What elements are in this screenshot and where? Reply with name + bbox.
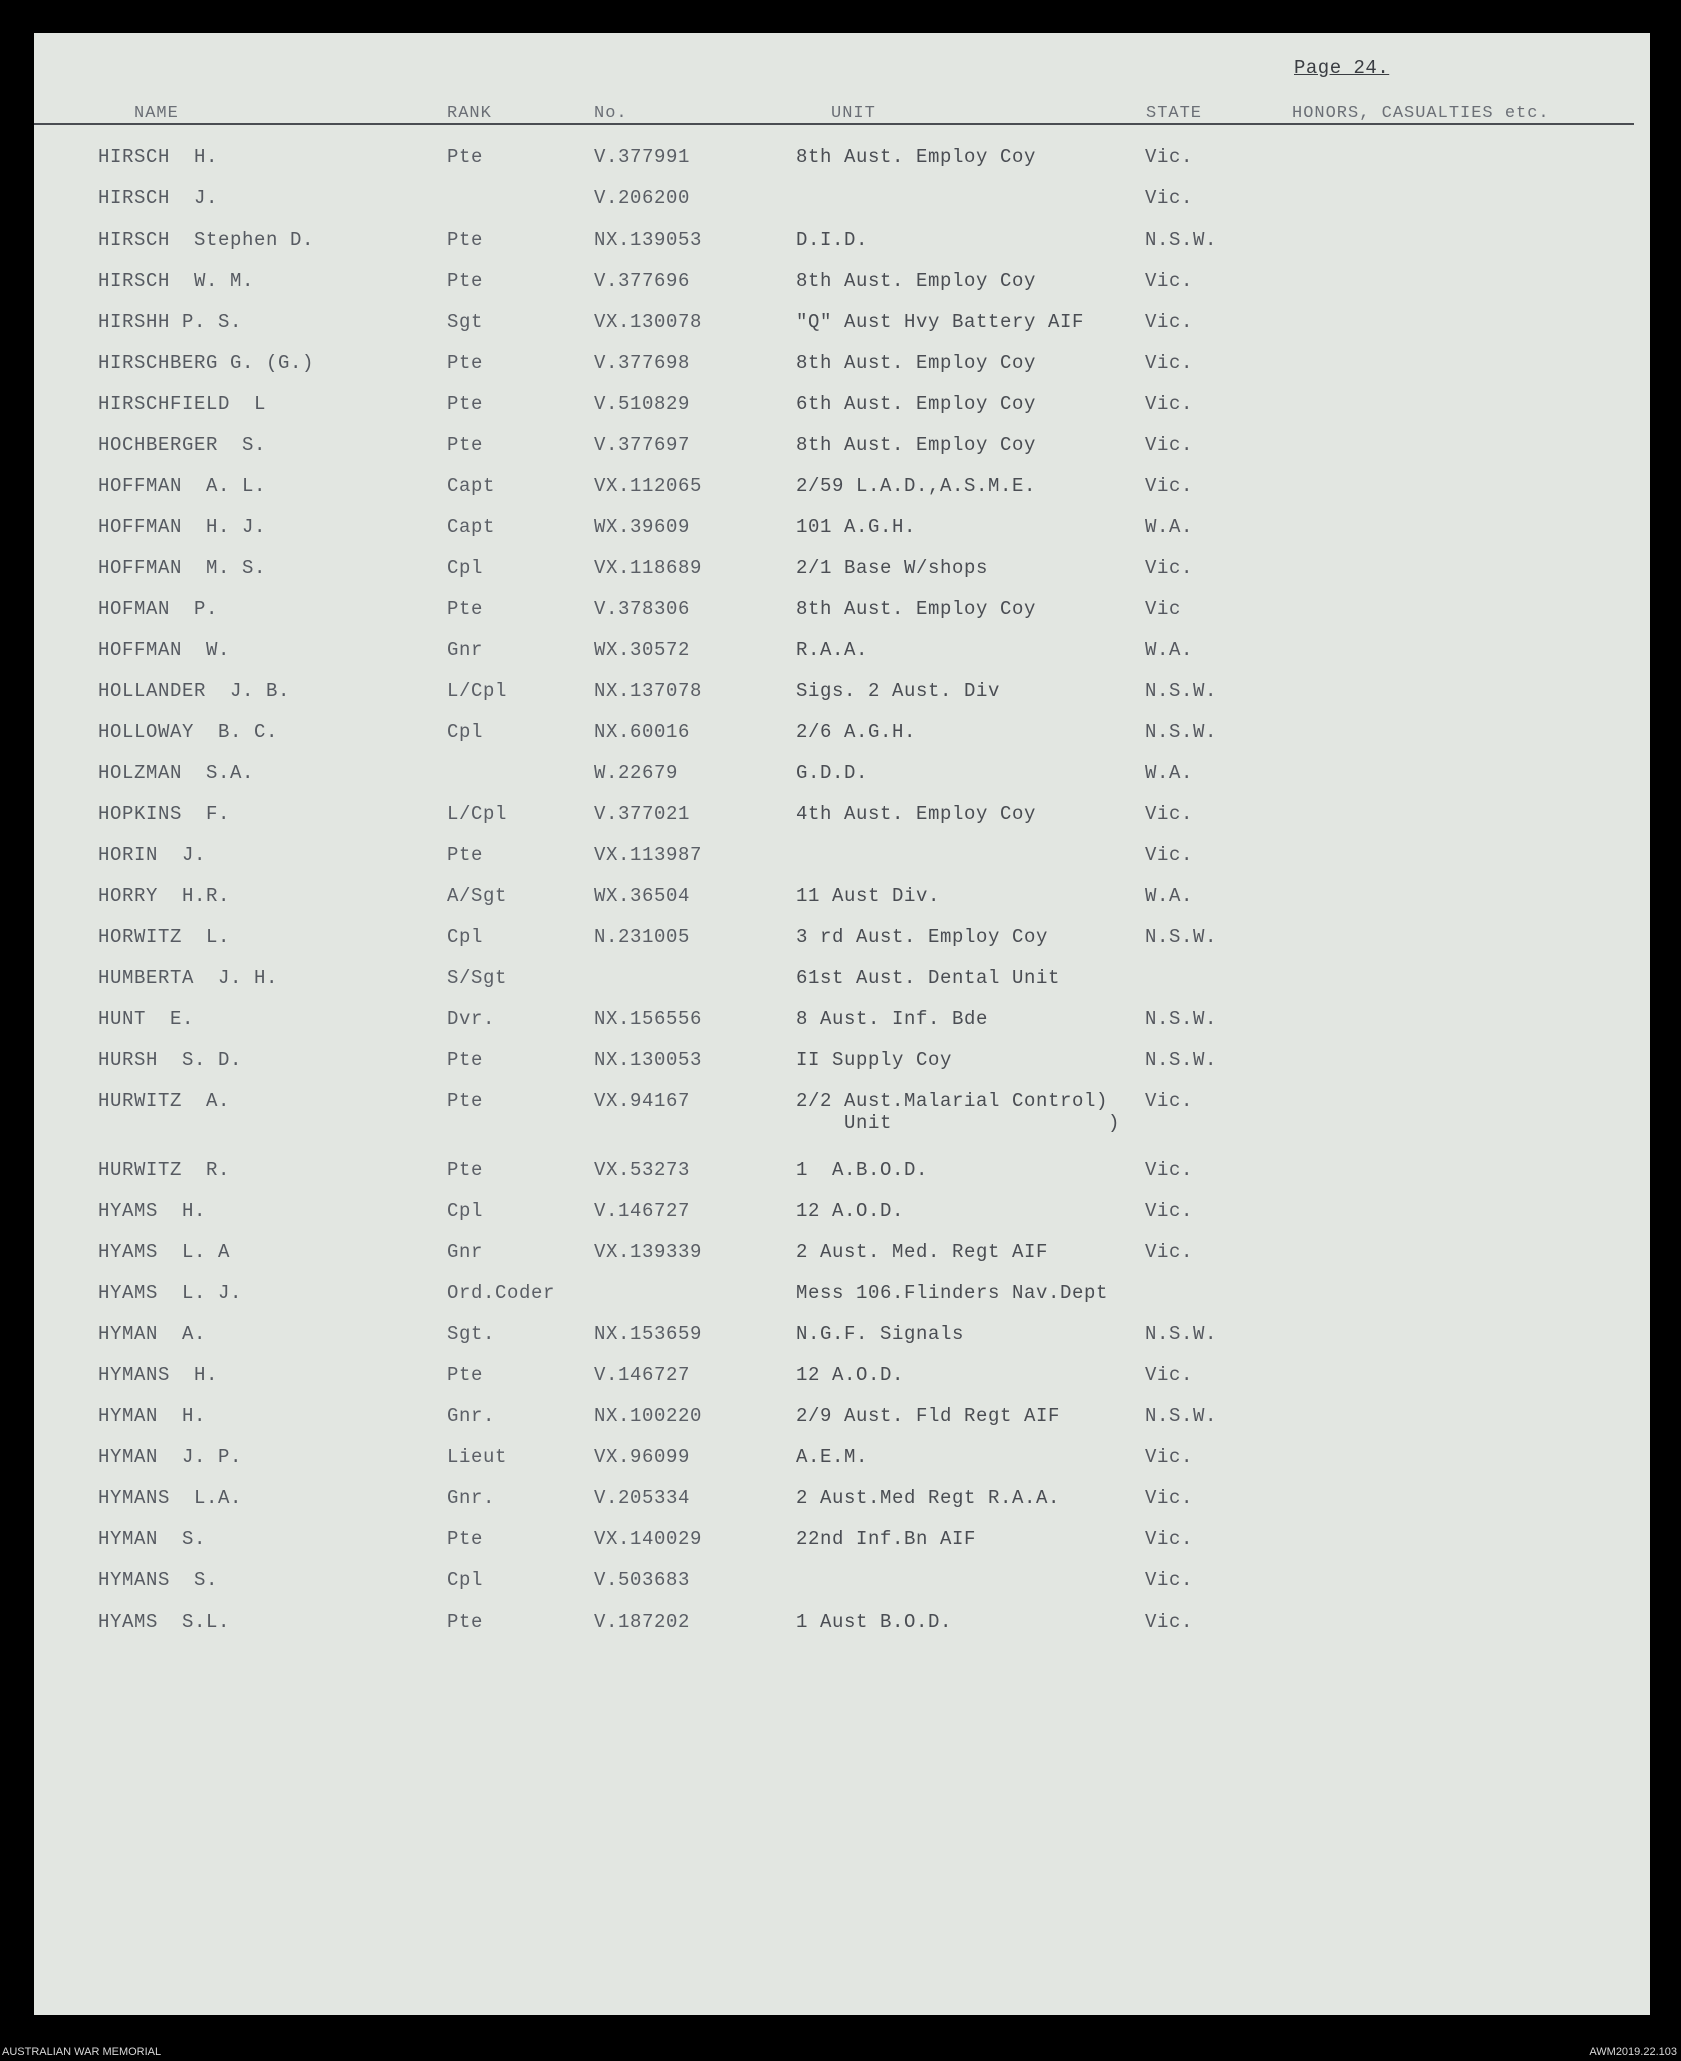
- row-state: Vic.: [1145, 844, 1194, 866]
- row-service-number: V.146727: [594, 1364, 691, 1386]
- row-state: Vic.: [1145, 434, 1194, 456]
- row-unit: 8th Aust. Employ Coy: [796, 352, 1037, 374]
- row-state: Vic.: [1145, 1569, 1194, 1591]
- row-unit: G.D.D.: [796, 762, 869, 784]
- row-rank: L/Cpl: [447, 680, 508, 702]
- row-state: N.S.W.: [1145, 1323, 1218, 1345]
- column-header-unit: UNIT: [831, 104, 876, 123]
- row-service-number: V.378306: [594, 598, 691, 620]
- row-unit: 12 A.O.D.: [796, 1364, 905, 1386]
- row-name: HORRY H.R.: [98, 885, 231, 907]
- row-service-number: NX.130053: [594, 1049, 703, 1071]
- row-state: Vic.: [1145, 270, 1194, 292]
- row-rank: Pte: [447, 844, 484, 866]
- row-name: HYMANS L.A.: [98, 1487, 243, 1509]
- table-row: [34, 721, 1650, 751]
- row-state: Vic.: [1145, 187, 1194, 209]
- row-rank: Cpl: [447, 1200, 484, 1222]
- table-row: [34, 1528, 1650, 1558]
- row-state: Vic.: [1145, 1241, 1194, 1263]
- row-service-number: V.206200: [594, 187, 691, 209]
- row-unit: 2/1 Base W/shops: [796, 557, 989, 579]
- row-rank: Sgt.: [447, 1323, 496, 1345]
- row-name: HOFMAN P.: [98, 598, 219, 620]
- row-unit: 22nd Inf.Bn AIF: [796, 1528, 977, 1550]
- row-name: HURWITZ A.: [98, 1090, 231, 1112]
- row-unit: 3 rd Aust. Employ Coy: [796, 926, 1049, 948]
- row-unit: 8 Aust. Inf. Bde: [796, 1008, 989, 1030]
- row-unit: 2/6 A.G.H.: [796, 721, 917, 743]
- row-name: HYMANS S.: [98, 1569, 219, 1591]
- table-row: [34, 1611, 1650, 1641]
- table-row: [34, 311, 1650, 341]
- row-name: HIRSCHFIELD L: [98, 393, 267, 415]
- row-rank: Pte: [447, 270, 484, 292]
- row-service-number: V.510829: [594, 393, 691, 415]
- row-unit: 1 Aust B.O.D.: [796, 1611, 953, 1633]
- row-unit: 11 Aust Div.: [796, 885, 941, 907]
- row-name: HYMAN J. P.: [98, 1446, 243, 1468]
- row-service-number: VX.113987: [594, 844, 703, 866]
- row-unit: "Q" Aust Hvy Battery AIF: [796, 311, 1085, 333]
- row-unit: 12 A.O.D.: [796, 1200, 905, 1222]
- row-unit: 4th Aust. Employ Coy: [796, 803, 1037, 825]
- row-name: HUNT E.: [98, 1008, 195, 1030]
- table-row: [34, 1487, 1650, 1517]
- row-rank: Dvr.: [447, 1008, 496, 1030]
- table-row: [34, 229, 1650, 259]
- document-page: [34, 33, 1650, 2015]
- row-rank: Pte: [447, 1090, 484, 1112]
- row-unit: 8th Aust. Employ Coy: [796, 270, 1037, 292]
- row-state: Vic.: [1145, 557, 1194, 579]
- table-row: [34, 1569, 1650, 1599]
- table-row: [34, 434, 1650, 464]
- row-rank: Gnr: [447, 639, 484, 661]
- row-name: HURSH S. D.: [98, 1049, 243, 1071]
- table-row: [34, 557, 1650, 587]
- row-name: HYAMS L. J.: [98, 1282, 243, 1304]
- table-row: [34, 885, 1650, 915]
- row-unit: 8th Aust. Employ Coy: [796, 434, 1037, 456]
- footer-archive-name: AUSTRALIAN WAR MEMORIAL: [2, 2046, 162, 2058]
- row-rank: Pte: [447, 434, 484, 456]
- row-name: HOFFMAN M. S.: [98, 557, 267, 579]
- row-service-number: WX.30572: [594, 639, 691, 661]
- row-service-number: NX.100220: [594, 1405, 703, 1427]
- row-service-number: N.231005: [594, 926, 691, 948]
- table-row: [34, 1364, 1650, 1394]
- row-name: HORIN J.: [98, 844, 207, 866]
- row-name: HYMAN H.: [98, 1405, 207, 1427]
- row-name: HOFFMAN W.: [98, 639, 231, 661]
- row-name: HYMANS H.: [98, 1364, 219, 1386]
- footer-reference: AWM2019.22.103: [1589, 2046, 1677, 2058]
- row-service-number: VX.53273: [594, 1159, 691, 1181]
- row-state: Vic.: [1145, 1159, 1194, 1181]
- row-state: Vic.: [1145, 1446, 1194, 1468]
- row-service-number: W.22679: [594, 762, 679, 784]
- row-state: Vic.: [1145, 352, 1194, 374]
- row-unit: 2 Aust.Med Regt R.A.A.: [796, 1487, 1061, 1509]
- row-rank: Pte: [447, 1049, 484, 1071]
- row-state: W.A.: [1145, 762, 1194, 784]
- row-state: W.A.: [1145, 516, 1194, 538]
- table-row: [34, 393, 1650, 423]
- row-unit: 6th Aust. Employ Coy: [796, 393, 1037, 415]
- row-name: HIRSCH Stephen D.: [98, 229, 315, 251]
- row-service-number: WX.36504: [594, 885, 691, 907]
- row-name: HYMAN A.: [98, 1323, 207, 1345]
- table-row: [34, 1405, 1650, 1435]
- table-row: [34, 762, 1650, 792]
- row-state: Vic.: [1145, 1528, 1194, 1550]
- row-name: HOLLANDER J. B.: [98, 680, 291, 702]
- row-service-number: VX.140029: [594, 1528, 703, 1550]
- row-rank: L/Cpl: [447, 803, 508, 825]
- row-name: HURWITZ R.: [98, 1159, 231, 1181]
- row-state: N.S.W.: [1145, 1405, 1218, 1427]
- column-header-honors: HONORS, CASUALTIES etc.: [1292, 104, 1550, 123]
- table-row: [34, 1241, 1650, 1271]
- row-name: HUMBERTA J. H.: [98, 967, 279, 989]
- table-row: [34, 1049, 1650, 1079]
- row-state: N.S.W.: [1145, 926, 1218, 948]
- row-name: HOFFMAN A. L.: [98, 475, 267, 497]
- row-service-number: VX.96099: [594, 1446, 691, 1468]
- row-rank: Cpl: [447, 1569, 484, 1591]
- row-state: Vic.: [1145, 475, 1194, 497]
- row-state: Vic.: [1145, 1090, 1194, 1112]
- row-unit: D.I.D.: [796, 229, 869, 251]
- row-rank: Pte: [447, 352, 484, 374]
- row-service-number: NX.60016: [594, 721, 691, 743]
- row-service-number: VX.94167: [594, 1090, 691, 1112]
- table-row: [34, 967, 1650, 997]
- column-header-rank: RANK: [447, 104, 492, 123]
- row-rank: Pte: [447, 146, 484, 168]
- row-service-number: NX.153659: [594, 1323, 703, 1345]
- row-rank: Pte: [447, 1611, 484, 1633]
- table-row: [34, 680, 1650, 710]
- row-unit: 2/59 L.A.D.,A.S.M.E.: [796, 475, 1037, 497]
- row-unit: A.E.M.: [796, 1446, 869, 1468]
- row-unit: 61st Aust. Dental Unit: [796, 967, 1061, 989]
- row-service-number: V.187202: [594, 1611, 691, 1633]
- table-row: [34, 1200, 1650, 1230]
- row-service-number: VX.130078: [594, 311, 703, 333]
- table-row: [34, 352, 1650, 382]
- row-state: Vic.: [1145, 146, 1194, 168]
- column-header-no: No.: [594, 104, 628, 123]
- row-name: HIRSCH W. M.: [98, 270, 255, 292]
- row-unit: 1 A.B.O.D.: [796, 1159, 929, 1181]
- row-state: Vic.: [1145, 393, 1194, 415]
- row-state: Vic.: [1145, 1487, 1194, 1509]
- row-rank: Cpl: [447, 557, 484, 579]
- row-state: Vic.: [1145, 1364, 1194, 1386]
- row-unit: 8th Aust. Employ Coy: [796, 146, 1037, 168]
- row-unit: 2 Aust. Med. Regt AIF: [796, 1241, 1049, 1263]
- row-name: HIRSCH H.: [98, 146, 219, 168]
- row-name: HOLLOWAY B. C.: [98, 721, 279, 743]
- row-name: HYAMS H.: [98, 1200, 207, 1222]
- row-rank: Pte: [447, 1528, 484, 1550]
- header-rule: [34, 123, 1634, 125]
- row-state: N.S.W.: [1145, 1049, 1218, 1071]
- row-name: HOLZMAN S.A.: [98, 762, 255, 784]
- row-name: HIRSCH J.: [98, 187, 219, 209]
- row-unit: II Supply Coy: [796, 1049, 953, 1071]
- row-unit: Sigs. 2 Aust. Div: [796, 680, 1001, 702]
- row-rank: Gnr: [447, 1241, 484, 1263]
- row-rank: Capt: [447, 475, 496, 497]
- row-state: Vic.: [1145, 803, 1194, 825]
- row-rank: Pte: [447, 229, 484, 251]
- row-rank: Ord.Coder: [447, 1282, 556, 1304]
- row-unit: 101 A.G.H.: [796, 516, 917, 538]
- row-state: N.S.W.: [1145, 680, 1218, 702]
- row-rank: Pte: [447, 1159, 484, 1181]
- row-service-number: V.377697: [594, 434, 691, 456]
- table-row: [34, 844, 1650, 874]
- row-rank: Pte: [447, 393, 484, 415]
- row-state: W.A.: [1145, 639, 1194, 661]
- row-state: Vic.: [1145, 1200, 1194, 1222]
- table-row: [34, 926, 1650, 956]
- table-row: [34, 1282, 1650, 1312]
- row-service-number: V.503683: [594, 1569, 691, 1591]
- row-state: W.A.: [1145, 885, 1194, 907]
- row-rank: A/Sgt: [447, 885, 508, 907]
- row-rank: Cpl: [447, 926, 484, 948]
- row-name: HYMAN S.: [98, 1528, 207, 1550]
- row-service-number: WX.39609: [594, 516, 691, 538]
- table-row: [34, 187, 1650, 217]
- row-service-number: NX.156556: [594, 1008, 703, 1030]
- row-name: HOFFMAN H. J.: [98, 516, 267, 538]
- table-row: [34, 516, 1650, 546]
- column-header-name: NAME: [134, 104, 179, 123]
- row-rank: Gnr.: [447, 1487, 496, 1509]
- row-service-number: V.205334: [594, 1487, 691, 1509]
- row-service-number: NX.139053: [594, 229, 703, 251]
- table-row: [34, 146, 1650, 176]
- row-service-number: V.146727: [594, 1200, 691, 1222]
- row-service-number: VX.139339: [594, 1241, 703, 1263]
- row-state: N.S.W.: [1145, 1008, 1218, 1030]
- row-service-number: V.377698: [594, 352, 691, 374]
- table-row: [34, 598, 1650, 628]
- row-unit: 8th Aust. Employ Coy: [796, 598, 1037, 620]
- table-row: [34, 803, 1650, 833]
- row-service-number: V.377991: [594, 146, 691, 168]
- row-unit: N.G.F. Signals: [796, 1323, 965, 1345]
- row-service-number: V.377021: [594, 803, 691, 825]
- row-rank: Sgt: [447, 311, 484, 333]
- row-rank: Cpl: [447, 721, 484, 743]
- row-name: HYAMS L. A: [98, 1241, 231, 1263]
- row-rank: Gnr.: [447, 1405, 496, 1427]
- row-rank: Capt: [447, 516, 496, 538]
- row-state: Vic: [1145, 598, 1182, 620]
- row-state: Vic.: [1145, 1611, 1194, 1633]
- row-unit: Mess 106.Flinders Nav.Dept: [796, 1282, 1109, 1304]
- row-name: HOPKINS F.: [98, 803, 231, 825]
- row-state: N.S.W.: [1145, 721, 1218, 743]
- row-unit: R.A.A.: [796, 639, 869, 661]
- row-name: HIRSCHBERG G. (G.): [98, 352, 315, 374]
- row-state: Vic.: [1145, 311, 1194, 333]
- row-service-number: VX.118689: [594, 557, 703, 579]
- row-service-number: VX.112065: [594, 475, 703, 497]
- table-row: [34, 270, 1650, 300]
- table-row: [34, 475, 1650, 505]
- row-unit: 2/2 Aust.Malarial Control) Unit ): [796, 1090, 1121, 1134]
- row-service-number: V.377696: [594, 270, 691, 292]
- row-unit: 2/9 Aust. Fld Regt AIF: [796, 1405, 1061, 1427]
- row-rank: Pte: [447, 598, 484, 620]
- table-row: [34, 1446, 1650, 1476]
- row-state: N.S.W.: [1145, 229, 1218, 251]
- page-number: Page 24.: [1294, 57, 1390, 79]
- table-row: [34, 639, 1650, 669]
- table-row: [34, 1008, 1650, 1038]
- row-name: HORWITZ L.: [98, 926, 231, 948]
- row-name: HOCHBERGER S.: [98, 434, 267, 456]
- row-rank: S/Sgt: [447, 967, 508, 989]
- table-row: [34, 1090, 1650, 1134]
- table-row: [34, 1159, 1650, 1189]
- row-name: HYAMS S.L.: [98, 1611, 231, 1633]
- row-rank: Lieut: [447, 1446, 508, 1468]
- row-service-number: NX.137078: [594, 680, 703, 702]
- row-name: HIRSHH P. S.: [98, 311, 243, 333]
- column-header-state: STATE: [1146, 104, 1203, 123]
- table-row: [34, 1323, 1650, 1353]
- row-rank: Pte: [447, 1364, 484, 1386]
